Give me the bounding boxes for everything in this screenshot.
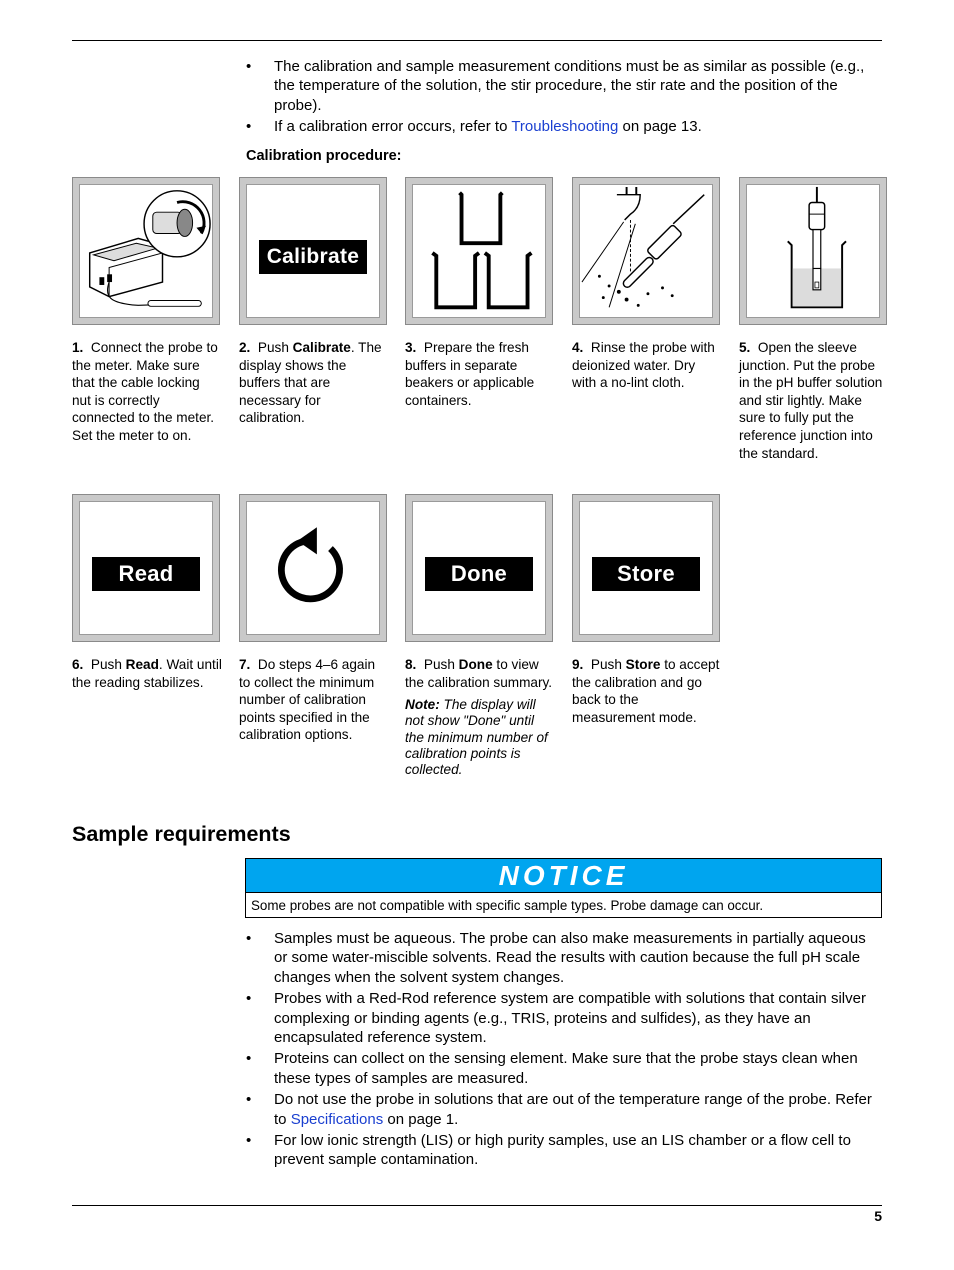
step-number: 3. bbox=[405, 340, 417, 355]
step-number: 7. bbox=[239, 657, 251, 672]
bullet-text: on page 13. bbox=[618, 118, 702, 136]
step-text: to accept the calibration and go back to the measurement mode. bbox=[572, 657, 720, 725]
step-text: Do steps 4–6 again to collect the minimum number of calibration points specified in the calibration options. bbox=[239, 657, 376, 743]
step-text: Open the sleeve junction. Put the probe in the pH buffer solution and stir lightly. Make sure to fully put the reference junction into the standard. bbox=[739, 340, 883, 461]
list-item bbox=[246, 989, 882, 1047]
step-text: Push bbox=[257, 340, 293, 355]
step-text: Push bbox=[423, 657, 459, 672]
troubleshooting-link[interactable]: Troubleshooting bbox=[511, 118, 619, 136]
step-6-illustration bbox=[72, 494, 220, 642]
step-key-name: Done bbox=[458, 657, 493, 672]
step-8-caption bbox=[405, 656, 555, 778]
note-label: Note: bbox=[405, 697, 440, 713]
bullet-glyph: • bbox=[246, 58, 252, 75]
step-5-illustration bbox=[739, 177, 887, 325]
step-number: 1. bbox=[72, 340, 84, 355]
bullet-glyph: • bbox=[246, 118, 252, 136]
step-3-caption bbox=[405, 339, 555, 409]
step-2-illustration bbox=[239, 177, 387, 325]
probe-in-beaker-icon bbox=[747, 185, 879, 317]
specifications-link[interactable]: Specifications bbox=[290, 1110, 384, 1128]
bullet-glyph: • bbox=[246, 1050, 252, 1068]
step-number: 8. bbox=[405, 657, 417, 672]
step-text: Push bbox=[590, 657, 626, 672]
list-item bbox=[246, 1090, 882, 1129]
step-7-caption bbox=[239, 656, 389, 744]
step-8-illustration bbox=[405, 494, 553, 642]
list-item bbox=[246, 117, 882, 136]
calibration-procedure-heading: Calibration procedure: bbox=[246, 148, 402, 164]
step-5-caption bbox=[739, 339, 889, 462]
rinse-probe-icon bbox=[580, 185, 712, 317]
done-key: Done bbox=[425, 557, 533, 591]
bullet-glyph: • bbox=[246, 930, 252, 947]
step-2-caption bbox=[239, 339, 389, 427]
notice-text: Some probes are not compatible with specific sample types. Probe damage can occur. bbox=[251, 898, 764, 913]
step-3-illustration bbox=[405, 177, 553, 325]
bullet-text: on page 1. bbox=[383, 1110, 459, 1128]
bottom-rule bbox=[72, 1205, 882, 1206]
step-6-caption bbox=[72, 656, 222, 691]
step-4-caption bbox=[572, 339, 722, 392]
step-note bbox=[405, 697, 555, 778]
step-number: 5. bbox=[739, 340, 751, 355]
bullet-glyph: • bbox=[246, 990, 252, 1008]
step-1-caption bbox=[72, 339, 222, 445]
read-key: Read bbox=[92, 557, 200, 591]
sample-bullet-list bbox=[246, 929, 882, 1172]
store-key: Store bbox=[592, 557, 700, 591]
step-7-illustration bbox=[239, 494, 387, 642]
step-4-illustration bbox=[572, 177, 720, 325]
list-item bbox=[246, 1049, 882, 1088]
step-key-name: Read bbox=[125, 657, 159, 672]
section-heading: Sample requirements bbox=[72, 822, 291, 846]
bullet-text: If a calibration error occurs, refer to bbox=[274, 118, 512, 136]
step-key-name: Store bbox=[625, 657, 661, 672]
bullet-text: Probes with a Red-Rod reference system are compatible with solutions that contain silver complexing or binding agents (e.g., TRIS, proteins and sulfides), as they have an encapsulated reference system. bbox=[274, 990, 866, 1047]
step-1-illustration bbox=[72, 177, 220, 325]
list-item bbox=[246, 57, 882, 115]
calibrate-key: Calibrate bbox=[259, 240, 367, 274]
bullet-glyph: • bbox=[246, 1091, 252, 1109]
notice-title: NOTICE bbox=[246, 859, 881, 893]
list-item bbox=[246, 1131, 882, 1170]
intro-bullet-list bbox=[246, 57, 882, 139]
step-number: 2. bbox=[239, 340, 251, 355]
step-number: 6. bbox=[72, 657, 84, 672]
step-text: Connect the probe to the meter. Make sure that the cable locking nut is correctly connected to the meter. Set the meter to on. bbox=[72, 340, 218, 443]
step-9-illustration bbox=[572, 494, 720, 642]
step-text: . Wait until the reading stabilizes. bbox=[72, 657, 222, 690]
bullet-glyph: • bbox=[246, 1132, 252, 1150]
bullet-text: Do not use the probe in solutions that are out of the temperature range of the probe. Refer to bbox=[274, 1091, 872, 1128]
bullet-text: Proteins can collect on the sensing element. Make sure that the probe stays clean when these types of samples are measured. bbox=[274, 1050, 858, 1087]
step-text: Push bbox=[90, 657, 126, 672]
step-text: to view the calibration summary. bbox=[405, 657, 553, 690]
meter-probe-icon bbox=[80, 185, 212, 317]
step-number: 9. bbox=[572, 657, 584, 672]
top-rule bbox=[72, 40, 882, 41]
step-9-caption bbox=[572, 656, 722, 726]
step-text: . The display shows the buffers that are necessary for calibration. bbox=[239, 340, 382, 426]
step-number: 4. bbox=[572, 340, 584, 355]
step-text: Prepare the fresh buffers in separate beakers or applicable containers. bbox=[405, 340, 535, 408]
step-text: Rinse the probe with deionized water. Dry with a no-lint cloth. bbox=[572, 340, 715, 391]
note-text: The display will not show "Done" until the minimum number of calibration points is collected. bbox=[405, 697, 548, 777]
step-key-name: Calibrate bbox=[292, 340, 351, 355]
page-number: 5 bbox=[874, 1208, 882, 1224]
list-item bbox=[246, 929, 882, 987]
bullet-text: For low ionic strength (LIS) or high purity samples, use an LIS chamber or a flow cell to prevent sample contamination. bbox=[274, 1132, 851, 1169]
notice-box bbox=[245, 858, 882, 918]
repeat-icon bbox=[247, 502, 379, 634]
beakers-icon bbox=[413, 185, 545, 317]
bullet-text: Samples must be aqueous. The probe can also make measurements in partially aqueous or some water-miscible solvents. Read the results with caution because the full pH scale changes when the solvent system changes. bbox=[274, 930, 866, 986]
bullet-text: The calibration and sample measurement conditions must be as similar as possible (e.g., the temperature of the solution, the stir procedure, the stir rate and the position of the probe). bbox=[274, 58, 865, 114]
